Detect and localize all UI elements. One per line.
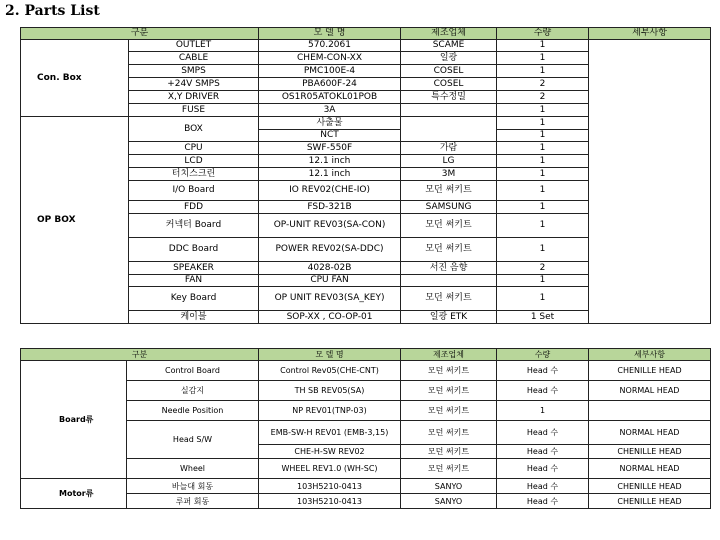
cell-part: CPU <box>129 142 259 155</box>
cell-part: FAN <box>129 275 259 287</box>
cell-qty: 1 <box>497 181 589 201</box>
header-detail: 세부사항 <box>589 349 711 361</box>
parts-table-1 <box>20 27 711 324</box>
cell-model: CHEM-CON-XX <box>259 52 401 65</box>
cell-maker: COSEL <box>401 78 497 91</box>
cell-model: IO REV02(CHE-IO) <box>259 181 401 201</box>
cell-detail: NORMAL HEAD <box>589 381 711 401</box>
cell-maker: SCAME <box>401 40 497 52</box>
cell-model: CPU FAN <box>259 275 401 287</box>
cell-qty: 1 Set <box>497 311 589 324</box>
cell-qty: Head 수 <box>497 445 589 459</box>
page-title: 2. Parts List <box>5 3 100 19</box>
cell-detail: CHENILLE HEAD <box>589 445 711 459</box>
cell-detail: CHENILLE HEAD <box>589 494 711 509</box>
table-header <box>21 349 711 361</box>
cell-model: 사출물 <box>259 117 401 130</box>
cell-part: Key Board <box>129 287 259 311</box>
cell-model: PBA600F-24 <box>259 78 401 91</box>
cell-part: Wheel <box>127 459 259 479</box>
cell-maker <box>401 117 497 142</box>
cell-part: Needle Position <box>127 401 259 421</box>
cell-qty: Head 수 <box>497 459 589 479</box>
cell-part: BOX <box>129 117 259 142</box>
table-header <box>21 28 711 40</box>
cell-part: Control Board <box>127 361 259 381</box>
cell-maker: 3M <box>401 168 497 181</box>
cell-model: OS1R05ATOKL01POB <box>259 91 401 104</box>
cell-model: POWER REV02(SA-DDC) <box>259 238 401 262</box>
cell-part: 케이블 <box>129 311 259 324</box>
header-detail: 세부사항 <box>589 28 711 40</box>
header-category: 구분 <box>21 349 259 361</box>
group-label: OP BOX <box>21 117 129 324</box>
cell-model: 570.2061 <box>259 40 401 52</box>
cell-model: PMC100E-4 <box>259 65 401 78</box>
cell-qty: 1 <box>497 238 589 262</box>
cell-model: CHE-H-SW REV02 <box>259 445 401 459</box>
cell-part: 실감지 <box>127 381 259 401</box>
cell-qty: 1 <box>497 65 589 78</box>
cell-part: SMPS <box>129 65 259 78</box>
cell-model: 12.1 inch <box>259 168 401 181</box>
cell-qty: 1 <box>497 168 589 181</box>
cell-model: 103H5210-0413 <box>259 494 401 509</box>
cell-qty: 1 <box>497 142 589 155</box>
cell-model: FSD-321B <box>259 201 401 214</box>
cell-part: 커넥터 Board <box>129 214 259 238</box>
cell-detail: CHENILLE HEAD <box>589 361 711 381</box>
cell-part: 터치스크린 <box>129 168 259 181</box>
parts-table-2 <box>20 348 711 509</box>
cell-maker: 모던 써키트 <box>401 361 497 381</box>
table-row <box>21 479 711 494</box>
cell-model: SWF-550F <box>259 142 401 155</box>
cell-detail <box>589 40 711 324</box>
cell-qty: Head 수 <box>497 494 589 509</box>
cell-model: 4028-02B <box>259 262 401 275</box>
cell-part: SPEAKER <box>129 262 259 275</box>
cell-qty: Head 수 <box>497 381 589 401</box>
header-model: 모 델 명 <box>259 28 401 40</box>
cell-model: OP-UNIT REV03(SA-CON) <box>259 214 401 238</box>
cell-maker: 일광 <box>401 52 497 65</box>
cell-qty: 1 <box>497 52 589 65</box>
cell-model: TH SB REV05(SA) <box>259 381 401 401</box>
cell-model: OP UNIT REV03(SA_KEY) <box>259 287 401 311</box>
cell-qty: 1 <box>497 401 589 421</box>
cell-qty: 1 <box>497 155 589 168</box>
cell-model: 3A <box>259 104 401 117</box>
cell-maker: 서진 음향 <box>401 262 497 275</box>
header-qty: 수량 <box>497 349 589 361</box>
cell-model: NP REV01(TNP-03) <box>259 401 401 421</box>
cell-qty: 1 <box>497 287 589 311</box>
group-label: Con. Box <box>21 40 129 117</box>
cell-part: CABLE <box>129 52 259 65</box>
group-label: Motor류 <box>21 479 127 509</box>
cell-maker: 모던 써키트 <box>401 421 497 445</box>
header-maker: 제조업체 <box>401 349 497 361</box>
cell-model: SOP-XX , CO-OP-01 <box>259 311 401 324</box>
cell-maker: 모던 써키트 <box>401 381 497 401</box>
cell-detail: NORMAL HEAD <box>589 421 711 445</box>
cell-part: LCD <box>129 155 259 168</box>
cell-maker: SANYO <box>401 479 497 494</box>
cell-part: DDC Board <box>129 238 259 262</box>
cell-part: I/O Board <box>129 181 259 201</box>
cell-qty: 1 <box>497 130 589 142</box>
cell-part: X,Y DRIVER <box>129 91 259 104</box>
cell-maker: SANYO <box>401 494 497 509</box>
cell-model: 103H5210-0413 <box>259 479 401 494</box>
cell-maker: COSEL <box>401 65 497 78</box>
table-row <box>21 361 711 381</box>
cell-qty: Head 수 <box>497 361 589 381</box>
cell-part: 바늘대 회동 <box>127 479 259 494</box>
cell-qty: Head 수 <box>497 479 589 494</box>
cell-model: WHEEL REV1.0 (WH-SC) <box>259 459 401 479</box>
cell-model: Control Rev05(CHE-CNT) <box>259 361 401 381</box>
table-row <box>21 40 711 52</box>
cell-qty: 2 <box>497 91 589 104</box>
cell-model: 12.1 inch <box>259 155 401 168</box>
cell-qty: 2 <box>497 78 589 91</box>
header-maker: 제조업체 <box>401 28 497 40</box>
cell-detail: NORMAL HEAD <box>589 459 711 479</box>
cell-qty: 1 <box>497 275 589 287</box>
cell-part: 루퍼 회동 <box>127 494 259 509</box>
cell-qty: 1 <box>497 201 589 214</box>
cell-qty: Head 수 <box>497 421 589 445</box>
cell-maker <box>401 275 497 287</box>
cell-part: FDD <box>129 201 259 214</box>
cell-maker: 모던 써키트 <box>401 445 497 459</box>
cell-qty: 2 <box>497 262 589 275</box>
cell-model: NCT <box>259 130 401 142</box>
cell-part: Head S/W <box>127 421 259 459</box>
cell-maker: 모던 써키트 <box>401 181 497 201</box>
header-model: 모 델 명 <box>259 349 401 361</box>
cell-maker: LG <box>401 155 497 168</box>
cell-maker: 모던 써키트 <box>401 401 497 421</box>
header-qty: 수량 <box>497 28 589 40</box>
cell-maker: SAMSUNG <box>401 201 497 214</box>
header-category: 구분 <box>21 28 259 40</box>
cell-maker <box>401 104 497 117</box>
cell-detail: CHENILLE HEAD <box>589 479 711 494</box>
cell-maker: 가람 <box>401 142 497 155</box>
cell-part: OUTLET <box>129 40 259 52</box>
cell-maker: 모던 써키트 <box>401 238 497 262</box>
cell-part: FUSE <box>129 104 259 117</box>
cell-detail <box>589 401 711 421</box>
cell-maker: 모던 써키트 <box>401 459 497 479</box>
cell-qty: 1 <box>497 104 589 117</box>
cell-qty: 1 <box>497 214 589 238</box>
cell-qty: 1 <box>497 117 589 130</box>
cell-maker: 모던 써키트 <box>401 287 497 311</box>
cell-maker: 일광 ETK <box>401 311 497 324</box>
cell-model: EMB-SW-H REV01 (EMB-3,15) <box>259 421 401 445</box>
cell-maker: 모던 써키트 <box>401 214 497 238</box>
cell-part: +24V SMPS <box>129 78 259 91</box>
cell-maker: 특수정밀 <box>401 91 497 104</box>
cell-qty: 1 <box>497 40 589 52</box>
group-label: Board류 <box>21 361 127 479</box>
